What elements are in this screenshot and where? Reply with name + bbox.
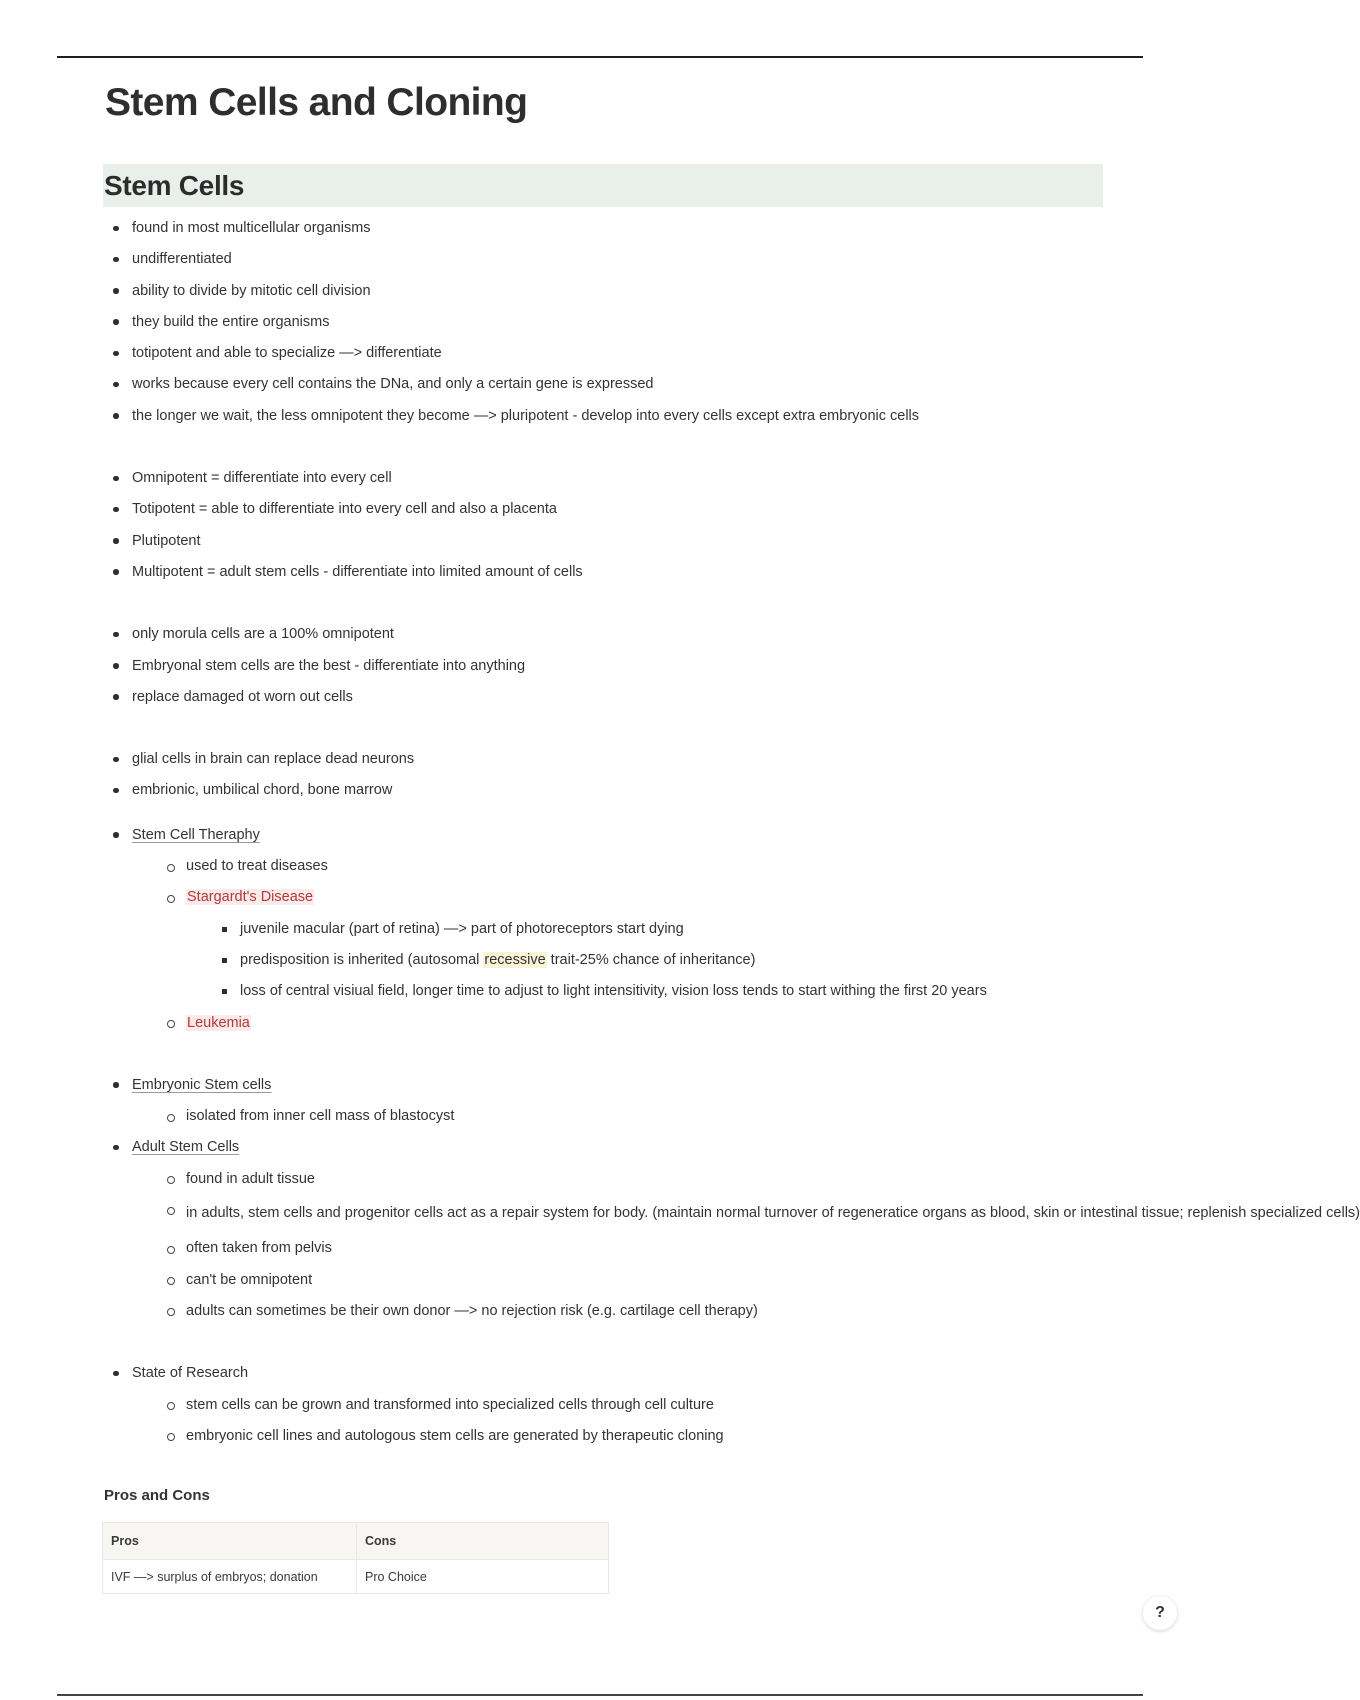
list-item: the longer we wait, the less omnipotent they become —> pluripotent - develop into every cells except extra embryonic cells <box>105 401 1105 432</box>
stem-cell-therapy-link[interactable]: Stem Cell Theraphy <box>132 826 260 843</box>
table-cell-pro: IVF —> surplus of embryos; donation <box>103 1560 357 1594</box>
help-button[interactable]: ? <box>1143 1596 1177 1630</box>
leukemia-highlight: Leukemia <box>187 1014 250 1031</box>
list-item: isolated from inner cell mass of blastocyst <box>159 1101 1105 1132</box>
stargardt-subitems <box>213 914 1105 1008</box>
list-item-stem-cell-therapy <box>105 820 1105 1039</box>
list-item: only morula cells are a 100% omnipotent <box>105 619 1105 650</box>
page-title: Stem Cells and Cloning <box>105 81 528 124</box>
list-item: loss of central visiual field, longer time to adjust to light intensitivity, vision loss tends to start withing the first 20 years <box>213 976 1105 1007</box>
pros-cons-heading: Pros and Cons <box>104 1487 210 1505</box>
column-header-pros: Pros <box>103 1523 357 1560</box>
list-item: undifferentiated <box>105 244 1105 275</box>
embryonic-subitems <box>159 1101 1105 1132</box>
recessive-highlight: recessive <box>484 951 546 968</box>
list-item-embryonic <box>105 1070 1105 1133</box>
embryonic-stem-cells-link[interactable]: Embryonic Stem cells <box>132 1076 272 1093</box>
text-fragment: trait-25% chance of inheritance) <box>546 951 756 968</box>
bullet-group-1 <box>105 213 1105 432</box>
list-item: embryonic cell lines and autologous stem cells are generated by therapeutic cloning <box>159 1421 1105 1452</box>
column-header-cons: Cons <box>357 1523 609 1560</box>
section-heading-stem-cells: Stem Cells <box>103 164 1103 207</box>
bullet-group-research <box>105 1358 1105 1452</box>
adult-subitems <box>159 1164 1360 1327</box>
list-item: glial cells in brain can replace dead neurons <box>105 744 1105 775</box>
bullet-group-cell-types <box>105 1070 1360 1327</box>
adult-stem-cells-link[interactable]: Adult Stem Cells <box>132 1139 240 1156</box>
list-item: found in most multicellular organisms <box>105 213 1105 244</box>
therapy-subitems <box>159 851 1105 1039</box>
text-fragment: predisposition is inherited (autosomal <box>240 951 484 968</box>
list-item-research <box>105 1358 1105 1452</box>
top-divider <box>57 56 1143 58</box>
list-item: found in adult tissue <box>159 1164 1105 1195</box>
list-item: replace damaged ot worn out cells <box>105 682 1105 713</box>
list-item-adult <box>105 1132 1360 1327</box>
table-row <box>103 1560 609 1594</box>
table-cell-con: Pro Choice <box>357 1560 609 1594</box>
list-item-stargardt <box>159 882 1105 1007</box>
list-item: they build the entire organisms <box>105 307 1105 338</box>
list-item: juvenile macular (part of retina) —> part of photoreceptors start dying <box>213 914 1105 945</box>
list-item: in adults, stem cells and progenitor cells act as a repair system for body. (maintain normal turnover of regeneratice organs as blood, skin or intestinal tissue; replenish specialized cells) <box>159 1195 1105 1233</box>
list-item: embrionic, umbilical chord, bone marrow <box>105 775 1105 806</box>
list-item <box>213 945 1105 976</box>
state-of-research-label: State of Research <box>132 1365 249 1382</box>
table-header-row <box>103 1523 609 1560</box>
bullet-group-3 <box>105 619 1105 713</box>
list-item: stem cells can be grown and transformed into specialized cells through cell culture <box>159 1390 1105 1421</box>
research-subitems <box>159 1390 1105 1453</box>
bullet-group-2 <box>105 463 1105 588</box>
list-item: Plutipotent <box>105 526 1105 557</box>
list-item: ability to divide by mitotic cell division <box>105 276 1105 307</box>
list-item: can't be omnipotent <box>159 1265 1105 1296</box>
list-item-leukemia <box>159 1008 1105 1039</box>
list-item: works because every cell contains the DNa, and only a certain gene is expressed <box>105 369 1105 400</box>
list-item: used to treat diseases <box>159 851 1105 882</box>
pros-cons-table <box>102 1522 609 1594</box>
list-item: often taken from pelvis <box>159 1233 1105 1264</box>
stargardt-highlight: Stargardt's Disease <box>187 889 314 906</box>
document-content <box>104 78 1360 1594</box>
list-item: adults can sometimes be their own donor —> no rejection risk (e.g. cartilage cell therapy) <box>159 1296 1105 1327</box>
list-item: Totipotent = able to differentiate into every cell and also a placenta <box>105 494 1105 525</box>
list-item: Embryonal stem cells are the best - differentiate into anything <box>105 651 1105 682</box>
list-item: totipotent and able to specialize —> differentiate <box>105 338 1105 369</box>
bottom-divider <box>57 1694 1143 1696</box>
list-item: Multipotent = adult stem cells - differentiate into limited amount of cells <box>105 557 1105 588</box>
bullet-group-therapy <box>105 820 1105 1039</box>
bullet-group-4 <box>105 744 1105 807</box>
list-item: Omnipotent = differentiate into every cell <box>105 463 1105 494</box>
